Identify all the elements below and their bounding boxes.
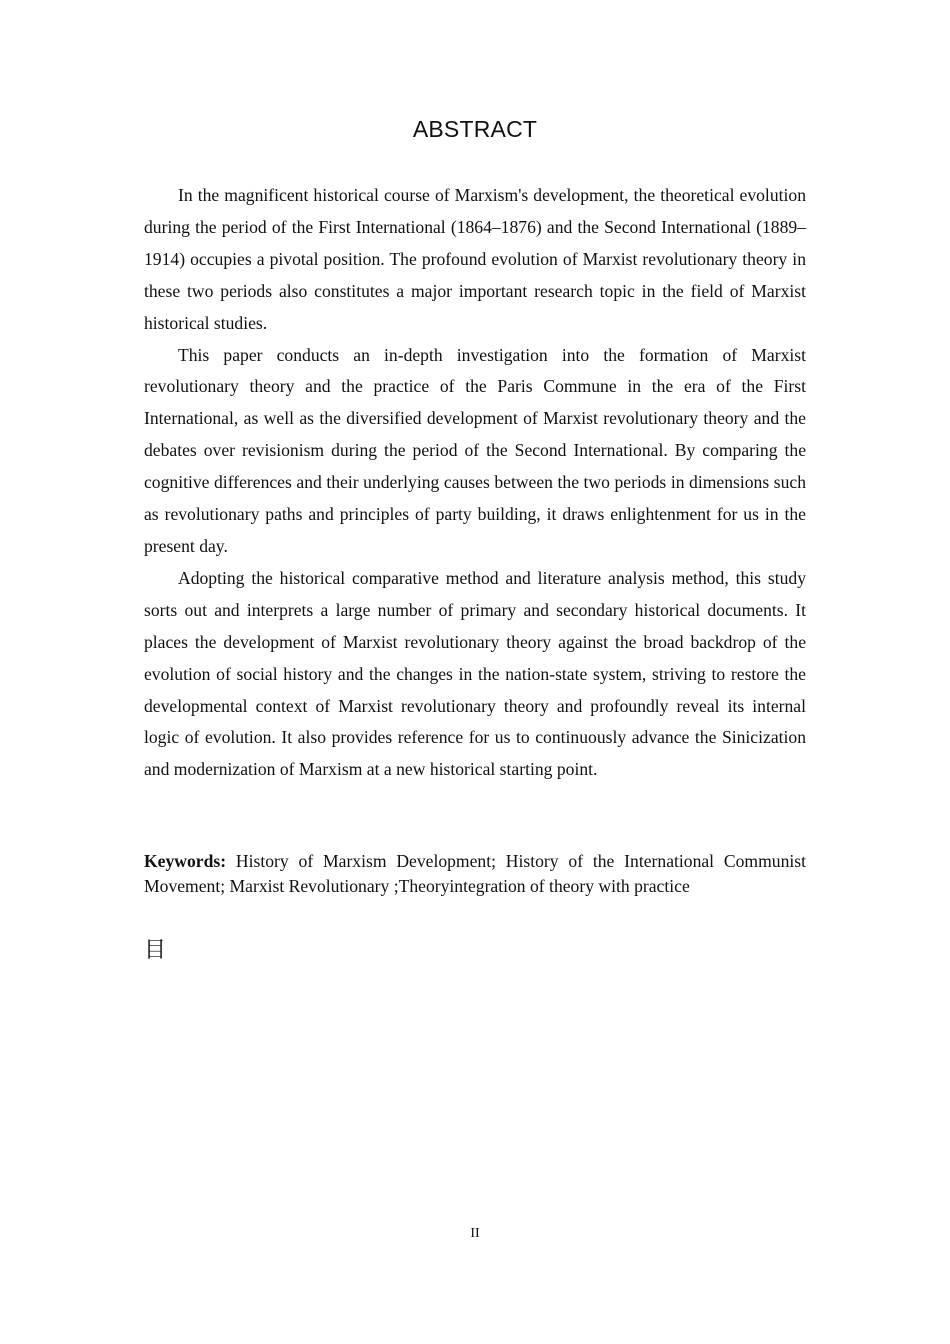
- abstract-paragraph-1: In the magnificent historical course of Marxism's development, the theoretical evolution during the period of the First International (1864–1876) and the Second International (1889–1914) occupies a pivotal position. The profound evolution of Marxist revolutionary theory in these two periods also constitutes a major important research topic in the field of Marxist historical studies.: [144, 185, 806, 333]
- page-number: II: [470, 1226, 480, 1241]
- toc-heading-fragment: 目: [144, 938, 167, 963]
- keywords-section: [144, 849, 806, 899]
- keywords-text: History of Marxism Development; History of the International Communist Movement; Marxist Revolutionary ;Theoryintegration of theory with practice: [144, 851, 806, 896]
- keywords-label: Keywords:: [144, 851, 227, 871]
- abstract-body: [144, 180, 806, 786]
- abstract-paragraph-3: Adopting the historical comparative method and literature analysis method, this study sorts out and interprets a large number of primary and secondary historical documents. It places the development of Marxist revolutionary theory against the broad backdrop of the evolution of social history and the changes in the nation-state system, striving to restore the developmental context of Marxist revolutionary theory and profoundly reveal its internal logic of evolution. It also provides reference for us to continuously advance the Sinicization and modernization of Marxism at a new historical starting point.: [144, 567, 806, 780]
- abstract-title: ABSTRACT: [412, 116, 538, 142]
- abstract-paragraph-2: This paper conducts an in-depth investigation into the formation of Marxist revolutionary theory and the practice of the Paris Commune in the era of the First International, as well as the diversified development of Marxist revolutionary theory and the debates over revisionism during the period of the Second International. By comparing the cognitive differences and their underlying causes between the two periods in dimensions such as revolutionary paths and principles of party building, it draws enlightenment for us in the present day.: [144, 344, 806, 556]
